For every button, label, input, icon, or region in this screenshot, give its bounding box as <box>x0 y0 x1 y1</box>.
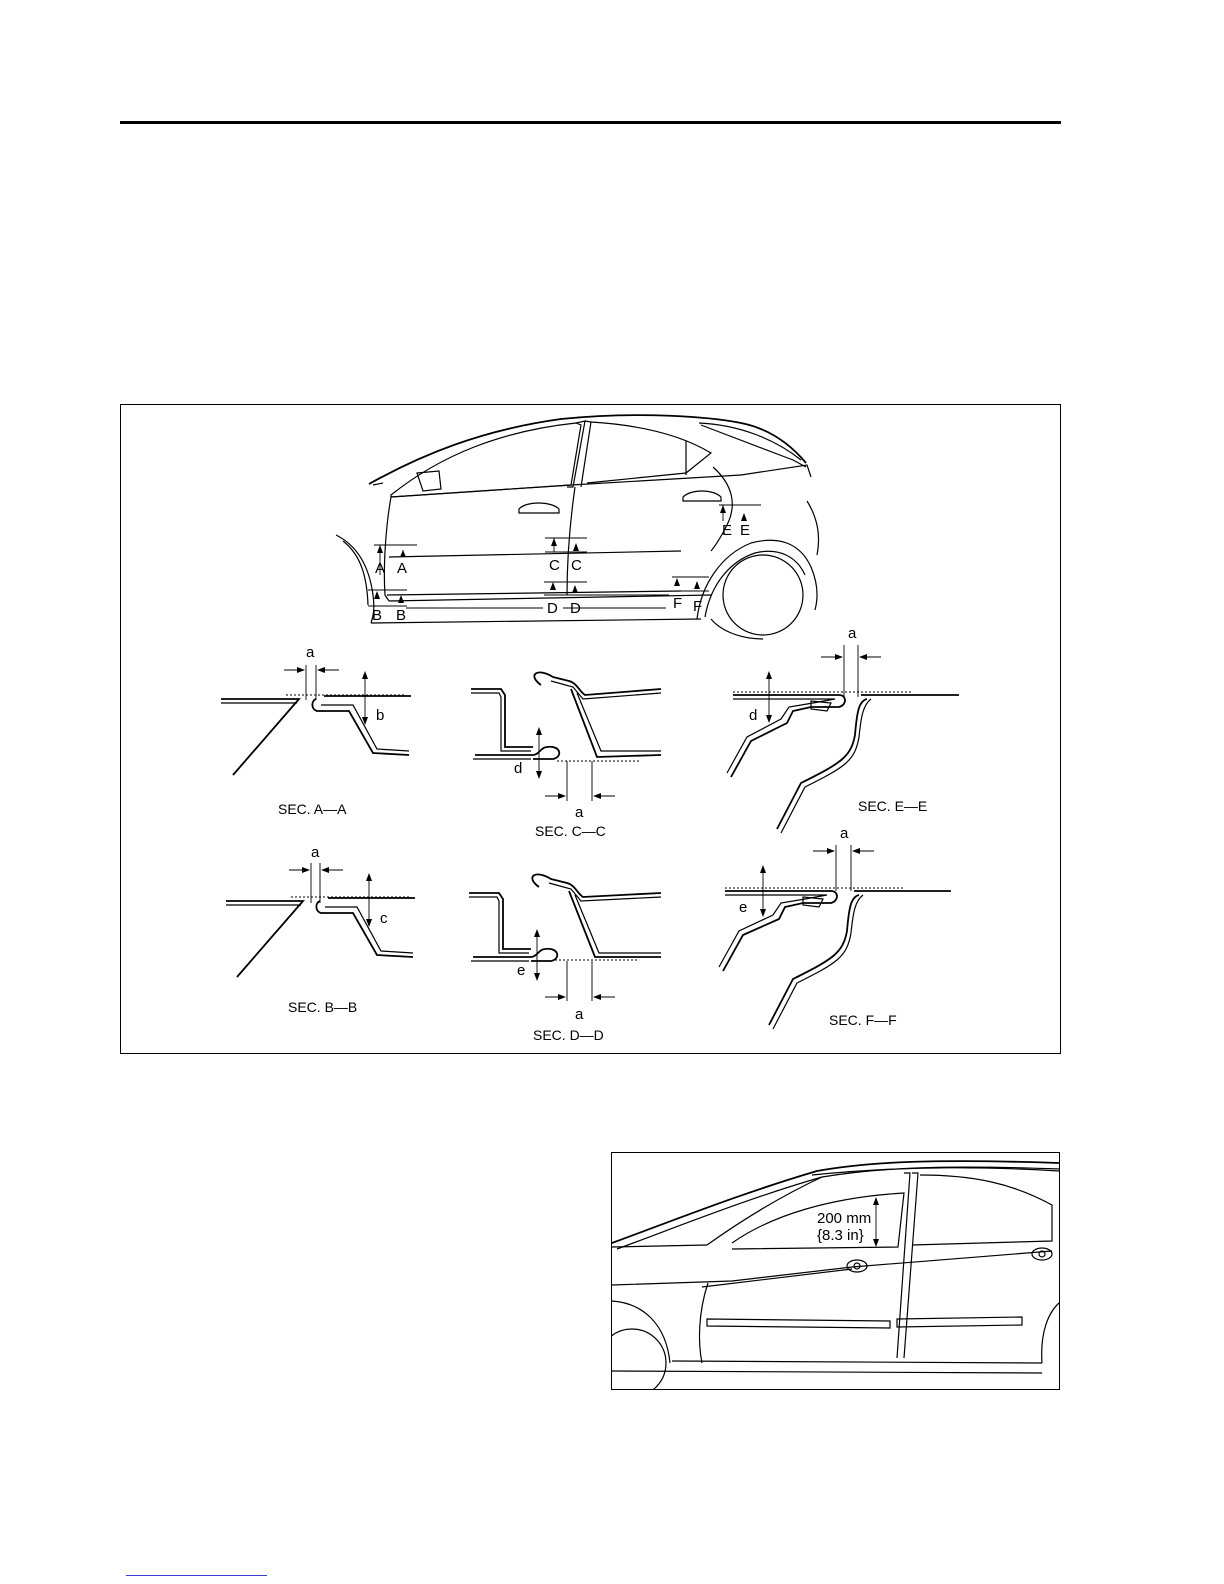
section-bb-title: SEC. B—B <box>288 999 358 1015</box>
section-ee-gap-label: a <box>848 625 857 642</box>
label-d-left: D <box>547 600 558 617</box>
label-e-right: E <box>740 522 751 539</box>
section-cc <box>471 672 661 839</box>
section-ee <box>727 625 959 833</box>
label-f-right: F <box>693 598 703 615</box>
window-height-diagram <box>611 1152 1060 1390</box>
label-a-right: A <box>397 560 408 577</box>
section-bb-gap-label: a <box>311 844 320 861</box>
section-ff <box>719 825 951 1029</box>
label-b-left: B <box>372 607 383 624</box>
marker-ee <box>719 505 761 539</box>
label-b-right: B <box>396 607 407 624</box>
section-cc-height-label: d <box>514 760 523 777</box>
section-ff-gap-label: a <box>840 825 849 842</box>
door-gap-diagram <box>120 404 1061 1054</box>
label-e-left: E <box>722 522 733 539</box>
door-gap-diagram-svg <box>121 405 1060 1053</box>
car-door-view <box>612 1161 1059 1389</box>
dimension-mm-label: 200 mm <box>817 1210 872 1227</box>
section-bb-height-label: c <box>380 910 388 927</box>
section-aa-title: SEC. A—A <box>278 801 347 817</box>
label-a-left: A <box>375 560 386 577</box>
section-aa <box>221 644 411 817</box>
section-ff-title: SEC. F—F <box>829 1012 897 1028</box>
section-aa-height-label: b <box>376 707 385 724</box>
section-ff-height-label: e <box>739 899 748 916</box>
label-c-left: C <box>549 557 560 574</box>
section-bb <box>226 844 415 1015</box>
section-cc-gap-label: a <box>575 804 584 821</box>
label-c-right: C <box>571 557 582 574</box>
section-dd-gap-label: a <box>575 1006 584 1023</box>
section-aa-gap-label: a <box>306 644 315 661</box>
marker-aa <box>374 545 417 577</box>
section-ee-title: SEC. E—E <box>858 798 928 814</box>
section-cc-title: SEC. C—C <box>535 823 606 839</box>
section-ee-height-label: d <box>749 707 758 724</box>
window-height-diagram-svg <box>612 1153 1059 1389</box>
section-dd-title: SEC. D—D <box>533 1027 604 1043</box>
footer-link-underline[interactable] <box>126 1575 267 1576</box>
dimension-in-label: {8.3 in} <box>817 1227 864 1244</box>
section-dd-height-label: e <box>517 962 526 979</box>
window-height-dimension <box>817 1197 879 1247</box>
label-d-right: D <box>570 600 581 617</box>
section-dd <box>469 874 661 1043</box>
header-rule <box>120 121 1061 124</box>
label-f-left: F <box>673 595 683 612</box>
marker-cc <box>545 538 587 574</box>
